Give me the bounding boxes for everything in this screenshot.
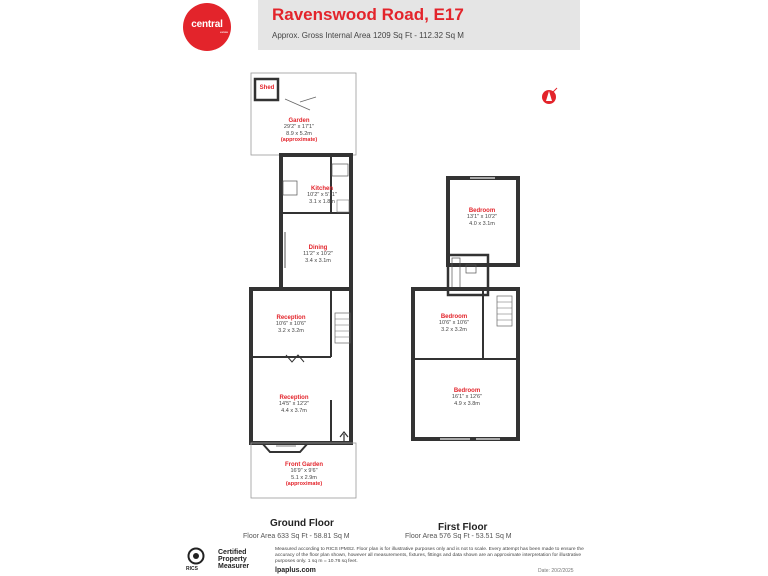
sink-icon — [332, 164, 348, 176]
first-floor-main-walls — [413, 289, 518, 439]
rics-logo-text: RICS — [186, 566, 198, 572]
room-label-bedroom-rear: Bedroom 13'1" x 10'2" 4.0 x 3.1m — [466, 208, 498, 227]
room-label-garden: Garden 29'2" x 17'1" 8.9 x 5.2m (approximate) — [280, 118, 318, 144]
first-floor-staircase-icon — [497, 296, 512, 326]
staircase-icon — [335, 313, 350, 343]
room-label-bedroom-front: Bedroom 16'1" x 12'6" 4.9 x 3.8m — [451, 388, 483, 407]
ground-floor-area: Floor Area 633 Sq Ft - 58.81 Sq M — [243, 533, 350, 540]
room-label-reception-front: Reception 14'5" x 12'2" 4.4 x 3.7m — [278, 395, 310, 414]
garden-gate — [285, 99, 310, 110]
property-address: Ravenswood Road, E17 — [272, 5, 464, 24]
website-link[interactable]: lpaplus.com — [275, 567, 316, 574]
compass-north-icon — [542, 88, 557, 104]
room-label-kitchen: Kitchen 10'2" x 5'11" 3.1 x 1.8m — [307, 186, 337, 205]
garden-gate-2 — [300, 97, 316, 102]
rear-extension-walls — [281, 155, 351, 289]
disclaimer-text: Measured according to RICS IPMS2. Floor plan is for illustrative purposes only and is not to scale. Every attempt has been made to ensure the accuracy of the floor plan shown, however all measurements, fixtures, fittings and data shown are an approximate interpretation for illustrative purposes only. 1 sq m = 10.76 sq feet. — [275, 547, 584, 564]
first-floor-area: Floor Area 576 Sq Ft - 53.51 Sq M — [405, 533, 512, 540]
agency-logo-subtext: estate — [220, 30, 229, 34]
room-label-shed: Shed — [259, 85, 275, 91]
bath-icon — [452, 258, 460, 288]
room-label-dining: Dining 11'2" x 10'2" 3.4 x 3.1m — [303, 245, 333, 264]
main-house-walls — [251, 289, 351, 443]
rics-certification-label: Certified Property Measurer — [218, 549, 250, 570]
first-floor-title: First Floor — [438, 522, 488, 533]
room-label-bedroom-middle: Bedroom 10'6" x 10'6" 3.2 x 3.2m — [438, 314, 470, 333]
plan-date: Date: 20/2/2025 — [538, 568, 574, 574]
gross-internal-area: Approx. Gross Internal Area 1209 Sq Ft - 112.32 Sq M — [272, 31, 464, 40]
room-label-reception-rear: Reception 10'6" x 10'6" 3.2 x 3.2m — [275, 315, 307, 334]
room-label-front-garden: Front Garden 16'9" x 9'6" 5.1 x 2.9m (approximate) — [284, 462, 323, 488]
entrance-arrow-icon — [340, 432, 348, 442]
rics-logo-icon — [189, 549, 204, 564]
agency-logo-text: central — [191, 19, 223, 30]
ground-floor-title: Ground Floor — [270, 518, 334, 529]
